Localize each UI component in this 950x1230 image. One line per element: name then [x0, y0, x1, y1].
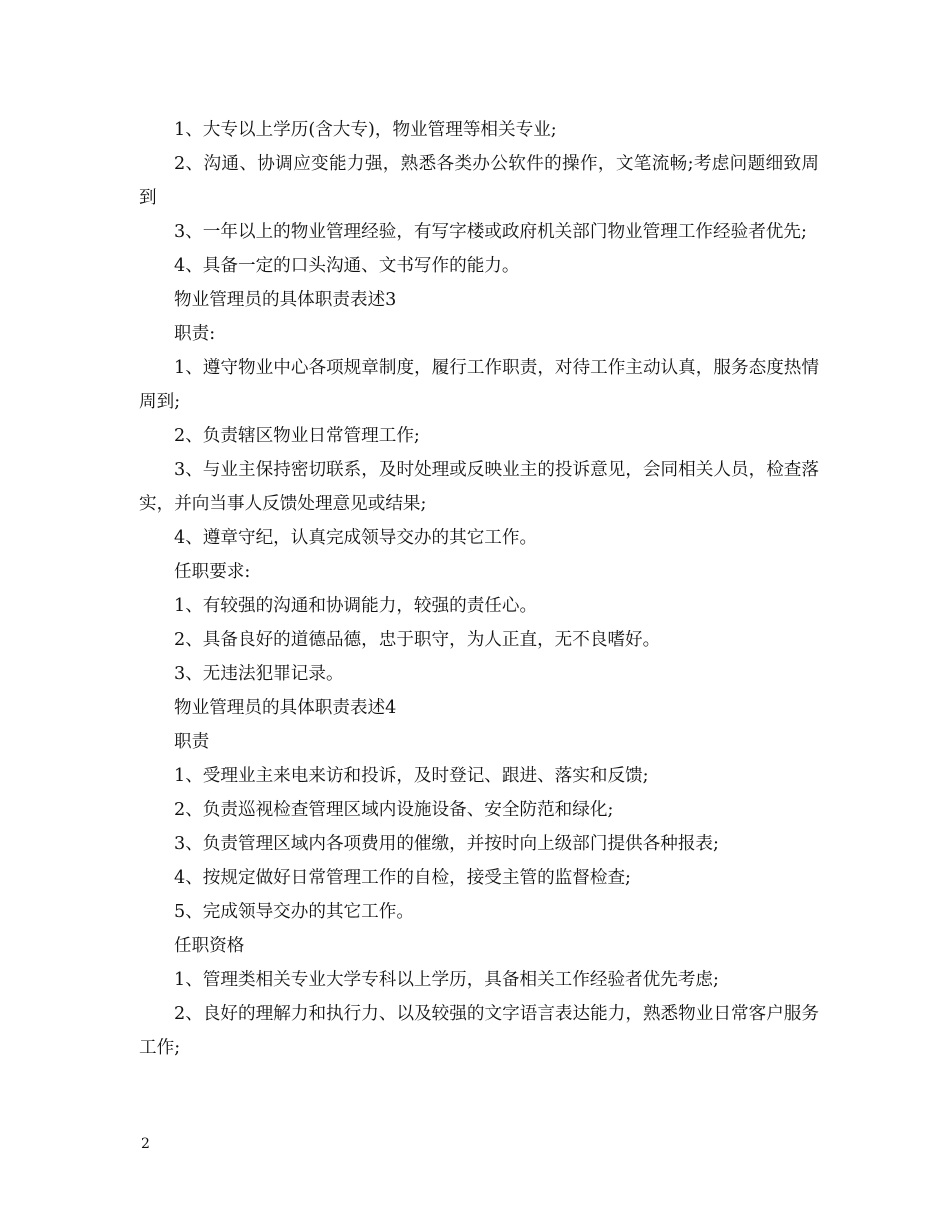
- section-heading-4: 物业管理员的具体职责表述4: [174, 698, 397, 718]
- page-number: 2: [141, 1136, 150, 1152]
- paragraph-qualification-1: 1、有较强的沟通和协调能力，较强的责任心。: [174, 596, 538, 616]
- paragraph-duty-4-4: 4、按规定做好日常管理工作的自检，接受主管的监督检查;: [174, 868, 631, 888]
- paragraph-duty-4-2: 2、负责巡视检查管理区域内设施设备、安全防范和绿化;: [174, 800, 614, 820]
- section-heading-3: 物业管理员的具体职责表述3: [174, 290, 397, 310]
- paragraph-requirement-2: 2、沟通、协调应变能力强，熟悉各类办公软件的操作，文笔流畅;考虑问题细致周到: [139, 154, 819, 208]
- paragraph-qualification-4-1: 1、管理类相关专业大学专科以上学历，具备相关工作经验者优先考虑;: [174, 970, 719, 990]
- paragraph-qualification-4-2: 2、良好的理解力和执行力、以及较强的文字语言表达能力，熟悉物业日常客户服务工作;: [139, 1004, 819, 1058]
- paragraph-duty-4-5: 5、完成领导交办的其它工作。: [174, 902, 414, 922]
- paragraph-duty-2: 2、负责辖区物业日常管理工作;: [174, 426, 420, 446]
- paragraph-requirement-1: 1、大专以上学历(含大专)，物业管理等相关专业;: [174, 120, 557, 140]
- paragraph-requirement-3: 3、一年以上的物业管理经验，有写字楼或政府机关部门物业管理工作经验者优先;: [174, 222, 807, 242]
- subheading-duties-4: 职责: [174, 732, 210, 752]
- paragraph-duty-3: 3、与业主保持密切联系，及时处理或反映业主的投诉意见，会同相关人员，检查落实，并向当事人反馈处理意见或结果;: [139, 460, 819, 514]
- paragraph-duty-1: 1、遵守物业中心各项规章制度，履行工作职责，对待工作主动认真，服务态度热情周到;: [139, 358, 819, 412]
- paragraph-duty-4-1: 1、受理业主来电来访和投诉，及时登记、跟进、落实和反馈;: [174, 766, 649, 786]
- paragraph-qualification-3: 3、无违法犯罪记录。: [174, 664, 344, 684]
- subheading-qualifications-4: 任职资格: [174, 936, 245, 956]
- paragraph-requirement-4: 4、具备一定的口头沟通、文书写作的能力。: [174, 256, 520, 276]
- document-body: [139, 113, 819, 1065]
- paragraph-duty-4: 4、遵章守纪，认真完成领导交办的其它工作。: [174, 528, 538, 548]
- subheading-requirements-3: 任职要求:: [174, 562, 251, 582]
- paragraph-qualification-2: 2、具备良好的道德品德，忠于职守，为人正直，无不良嗜好。: [174, 630, 661, 650]
- paragraph-duty-4-3: 3、负责管理区域内各项费用的催缴，并按时向上级部门提供各种报表;: [174, 834, 719, 854]
- subheading-duties-3: 职责:: [174, 324, 216, 344]
